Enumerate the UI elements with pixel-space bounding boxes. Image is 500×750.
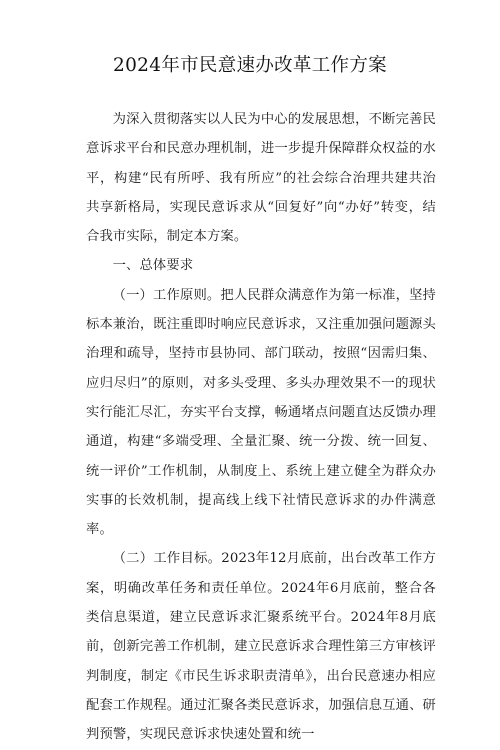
paragraph-work-principles: （一）工作原则。把人民群众满意作为第一标准，坚持标本兼治，既注重即时响应民意诉求，又注重加强问题源头治理和疏导，坚持市县协同、部门联动，按照“因需归集、应归尽归”的原则，对多头受理、多头办理效果不一的现状实行能汇尽汇，夯实平台支撑，畅通堵点问题直达反馈办理通道，构建“多端受理、全量汇聚、统一分拨、统一回复、统一评价”工作机制，从制度上、系统上建立健全为群众办实事的长效机制，提高线上线下社情民意诉求的办件满意率。	[86, 287, 436, 538]
section-heading-general-requirements: 一、总体要求	[112, 258, 194, 274]
intro-paragraph: 为深入贯彻落实以人民为中心的发展思想，不断完善民意诉求平台和民意办理机制，进一步提升保障群众权益的水平，构建“民有所呼、我有所应”的社会综合治理共建共治共享新格局，实现民意诉求从“回复好”向“办好”转变，结合我市实际，制定本方案。	[86, 112, 436, 245]
document-title: 2024年市民意速办改革工作方案	[113, 55, 387, 76]
paragraph-work-goals: （二）工作目标。2023年12月底前，出台改革工作方案，明确改革任务和责任单位。2024年6月底前，整合各类信息渠道，建立民意诉求汇聚系统平台。2024年8月底前，创新完善工作机制，建立民意诉求合理性第三方审核评判制度，制定《市民生诉求职责清单》，出台民意速办相应配套工作规程。通过汇聚各类民意诉求，加强信息互通、研判预警，实现民意诉求快速处置和统一	[86, 551, 436, 743]
document-body	[86, 105, 436, 750]
